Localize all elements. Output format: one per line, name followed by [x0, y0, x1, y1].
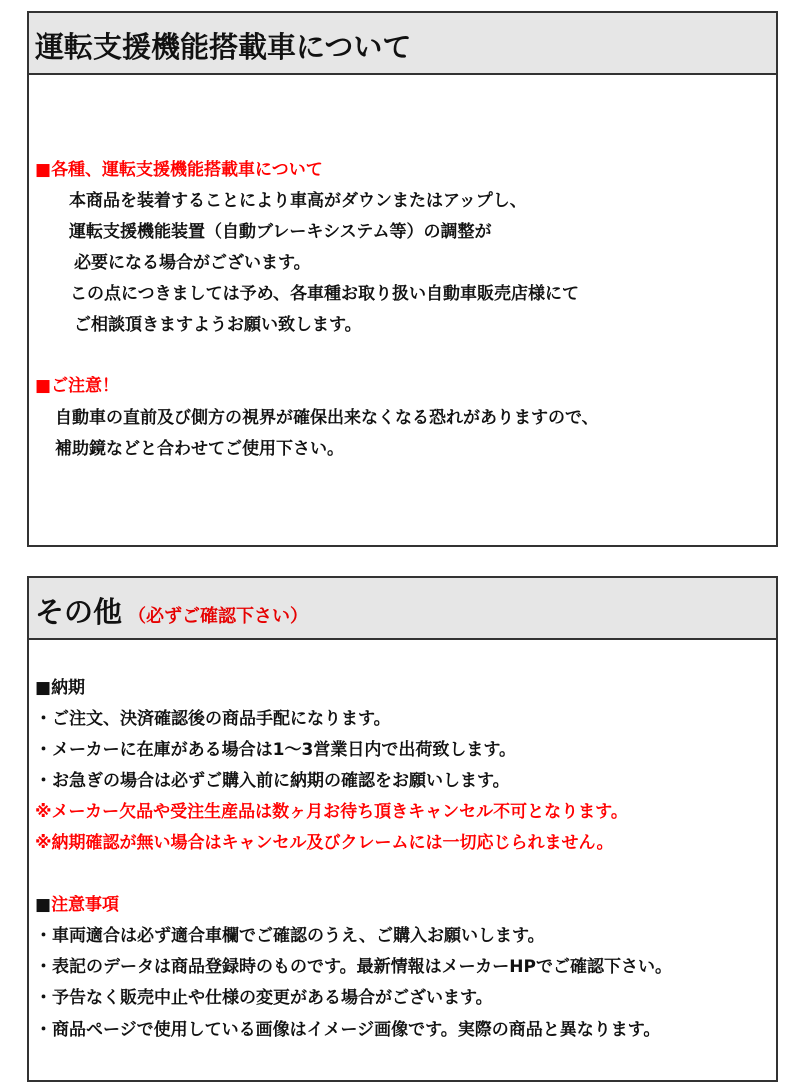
text-line: ・表記のデータは商品登録時のものです。最新情報はメーカーHPでご確認下さい。 — [35, 957, 672, 977]
text-line: ・商品ページで使用している画像はイメージ画像です。実際の商品と異なります。 — [35, 1020, 661, 1040]
warning-line: ※メーカー欠品や受注生産品は数ヶ月お待ち頂きキャンセル不可となります。 — [35, 802, 628, 822]
section-title: その他 （必ずご確認下さい） — [35, 595, 309, 629]
block-heading: ■各種、運転支援機能搭載車について — [35, 160, 323, 180]
text-line: 必要になる場合がございます。 — [74, 253, 311, 273]
text-line: ・メーカーに在庫がある場合は1～3営業日内で出荷致します。 — [35, 740, 516, 760]
block-heading: ■ご注意！ — [35, 376, 120, 396]
text-line: ・予告なく販売中止や仕様の変更がある場合がございます。 — [35, 988, 493, 1008]
text-line: ・車両適合は必ず適合車欄でご確認のうえ、ご購入お願いします。 — [35, 926, 545, 946]
text-line: ・お急ぎの場合は必ずご購入前に納期の確認をお願いします。 — [35, 771, 510, 791]
text-line: 補助鏡などと合わせてご使用下さい。 — [55, 439, 344, 459]
section-driving-assist — [27, 11, 778, 547]
text-line: ご相談頂きますようお願い致します。 — [74, 315, 362, 335]
section-subtitle: （必ずご確認下さい） — [128, 606, 309, 627]
section-header — [29, 13, 776, 75]
section-other — [27, 576, 778, 1082]
block-heading: ■注意事項 — [35, 895, 120, 915]
text-line: この点につきましては予め、各車種お取り扱い自動車販売店様にて — [70, 284, 579, 304]
text-line: 本商品を装着することにより車高がダウンまたはアップし、 — [69, 191, 527, 211]
warning-line: ※納期確認が無い場合はキャンセル及びクレームには一切応じられません。 — [35, 833, 614, 853]
text-line: ・ご注文、決済確認後の商品手配になります。 — [35, 709, 391, 729]
text-line: 運転支援機能装置（自動ブレーキシステム等）の調整が — [69, 222, 492, 242]
text-line: 自動車の直前及び側方の視界が確保出来なくなる恐れがありますので、 — [55, 408, 599, 428]
block-heading: ■納期 — [35, 678, 86, 698]
section-title: 運転支援機能搭載車について — [35, 30, 412, 64]
section-header — [29, 578, 776, 640]
